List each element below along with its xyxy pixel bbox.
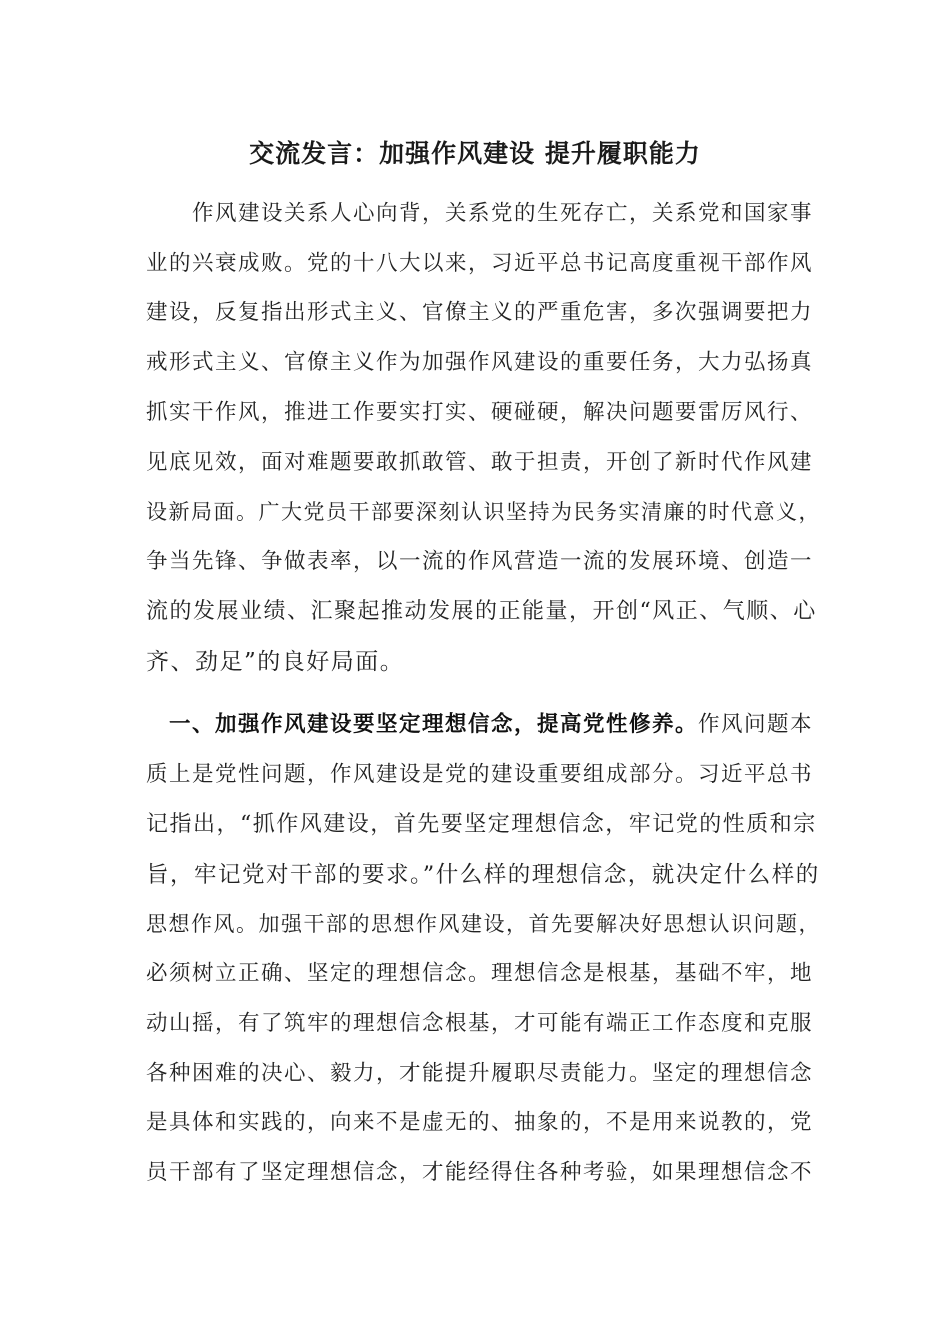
text-line: 是具体和实践的，向来不是虚无的、抽象的，不是用来说教的，党 [146, 1110, 814, 1135]
text-line: 动山摇，有了筑牢的理想信念根基，才可能有端正工作态度和克服 [146, 1011, 814, 1036]
text-line: 记指出，“抓作风建设，首先要坚定理想信念，牢记党的性质和宗 [146, 812, 817, 837]
text-line: 设新局面。广大党员干部要深刻认识坚持为民务实清廉的时代意义， [146, 500, 821, 524]
text-line: 业的兴衰成败。党的十八大以来，习近平总书记高度重视干部作风 [146, 251, 814, 276]
text-line: 流的发展业绩、汇聚起推动发展的正能量，开创“风正、气顺、心 [146, 599, 817, 624]
text-line: 建设，反复指出形式主义、官僚主义的严重危害，多次强调要把力 [146, 300, 814, 325]
text-line: 戒形式主义、官僚主义作为加强作风建设的重要任务，大力弘扬真 [146, 350, 814, 375]
section-1-first-line-rest: 作风问题本 [698, 712, 814, 737]
section-1-heading: 一、加强作风建设要坚定理想信念，提高党性修养。 [146, 712, 699, 737]
text-line: 作风建设关系人心向背，关系党的生死存亡，关系党和国家事 [146, 201, 814, 226]
text-line: 各种困难的决心、毅力，才能提升履职尽责能力。坚定的理想信念 [146, 1061, 814, 1086]
text-line: 齐、劲足”的良好局面。 [146, 649, 405, 675]
text-line: 员干部有了坚定理想信念，才能经得住各种考验，如果理想信念不 [146, 1160, 814, 1185]
text-line: 质上是党性问题，作风建设是党的建设重要组成部分。习近平总书 [146, 762, 814, 787]
document-title: 交流发言：加强作风建设 提升履职能力 [249, 139, 701, 168]
text-line: 见底见效，面对难题要敢抓敢管、敢于担责，开创了新时代作风建 [146, 450, 814, 475]
text-line: 思想作风。加强干部的思想作风建设，首先要解决好思想认识问题， [146, 912, 821, 936]
text-line: 必须树立正确、坚定的理想信念。理想信念是根基，基础不牢，地 [146, 961, 814, 986]
section-1-first-line [146, 700, 826, 750]
text-line: 抓实干作风，推进工作要实打实、硬碰硬，解决问题要雷厉风行、 [146, 400, 814, 425]
text-line: 旨，牢记党对干部的要求。”什么样的理想信念，就决定什么样的 [146, 862, 820, 888]
text-line: 争当先锋、争做表率，以一流的作风营造一流的发展环境、创造一 [146, 549, 814, 574]
